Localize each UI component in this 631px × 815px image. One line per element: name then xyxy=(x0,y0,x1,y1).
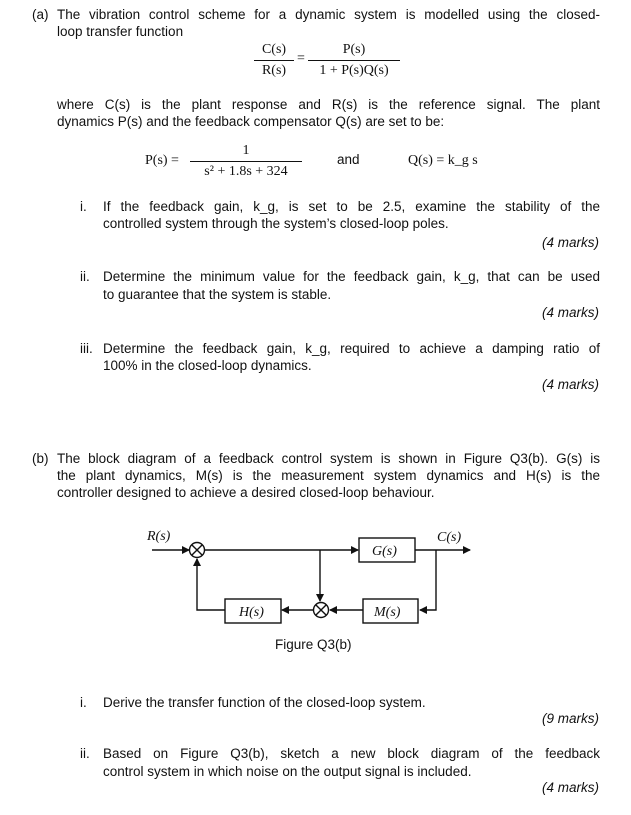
tf-rhs-denominator: 1 + P(s)Q(s) xyxy=(319,63,389,78)
part-b-line3: controller designed to achieve a desired closed-loop behaviour. xyxy=(57,485,435,500)
tf-lhs-denominator: R(s) xyxy=(261,63,287,78)
qa3-line1: Determine the feedback gain, k_g, required to achieve a damping ratio of xyxy=(103,341,600,356)
p-definition-fraction xyxy=(190,143,302,180)
qb2-line1: Based on Figure Q3(b), sketch a new block diagram of the feedback xyxy=(103,746,600,761)
qb2-line2: control system in which noise on the output signal is included. xyxy=(103,764,472,779)
p-numerator: 1 xyxy=(242,143,250,158)
qb1-marks: (9 marks) xyxy=(542,711,599,726)
part-a-intro-line1: The vibration control scheme for a dynamic system is modelled using the closed- xyxy=(57,7,600,22)
part-a-label: (a) xyxy=(32,7,49,22)
qa1-line2: controlled system through the system’s closed-loop poles. xyxy=(103,216,449,231)
figure-caption: Figure Q3(b) xyxy=(275,637,352,652)
plant-label: G(s) xyxy=(372,544,397,559)
where-line2: dynamics P(s) and the feedback compensator Q(s) are set to be: xyxy=(57,114,445,129)
part-b-line2: the plant dynamics, M(s) is the measurement system dynamics and H(s) is the xyxy=(57,468,600,483)
feedback-path-line xyxy=(420,550,436,610)
tf-rhs-numerator: P(s) xyxy=(342,42,366,57)
tf-lhs-numerator: C(s) xyxy=(261,42,287,57)
part-b-label: (b) xyxy=(32,451,49,466)
qb2-number: ii. xyxy=(80,746,90,761)
measurement-label: M(s) xyxy=(374,605,401,620)
controller-feedback-line xyxy=(197,559,225,610)
q-definition: Q(s) = k_g s xyxy=(408,153,478,168)
input-label: R(s) xyxy=(147,529,171,544)
where-line1: where C(s) is the plant response and R(s) is the reference signal. The plant xyxy=(57,97,600,112)
summing-junction-1 xyxy=(190,543,205,558)
summing-junction-2 xyxy=(314,603,329,618)
part-b-line1: The block diagram of a feedback control system is shown in Figure Q3(b). G(s) is xyxy=(57,451,600,466)
part-a-intro-line2: loop transfer function xyxy=(57,24,184,39)
qa2-line1: Determine the minimum value for the feedback gain, k_g, that can be used xyxy=(103,269,600,284)
qb2-marks: (4 marks) xyxy=(542,780,599,795)
qa2-line2: to guarantee that the system is stable. xyxy=(103,287,332,302)
qa1-marks: (4 marks) xyxy=(542,235,599,250)
and-word: and xyxy=(337,152,360,167)
qa3-number: iii. xyxy=(80,341,93,356)
tf-rhs-fraction xyxy=(308,42,400,79)
qb1-line1: Derive the transfer function of the closed-loop system. xyxy=(103,695,426,710)
output-label: C(s) xyxy=(437,530,462,545)
qa3-marks: (4 marks) xyxy=(542,377,599,392)
p-denominator: s² + 1.8s + 324 xyxy=(204,164,288,179)
tf-lhs-fraction xyxy=(254,42,294,79)
block-diagram xyxy=(0,520,631,635)
p-definition-lhs: P(s) = xyxy=(145,153,179,168)
qa2-number: ii. xyxy=(80,269,90,284)
qa3-line2: 100% in the closed-loop dynamics. xyxy=(103,358,312,373)
qa1-number: i. xyxy=(80,199,87,214)
qb1-number: i. xyxy=(80,695,87,710)
qa1-line1: If the feedback gain, k_g, is set to be 2.5, examine the stability of the xyxy=(103,199,600,214)
tf-equals: = xyxy=(297,51,305,66)
controller-label: H(s) xyxy=(239,605,264,620)
qa2-marks: (4 marks) xyxy=(542,305,599,320)
